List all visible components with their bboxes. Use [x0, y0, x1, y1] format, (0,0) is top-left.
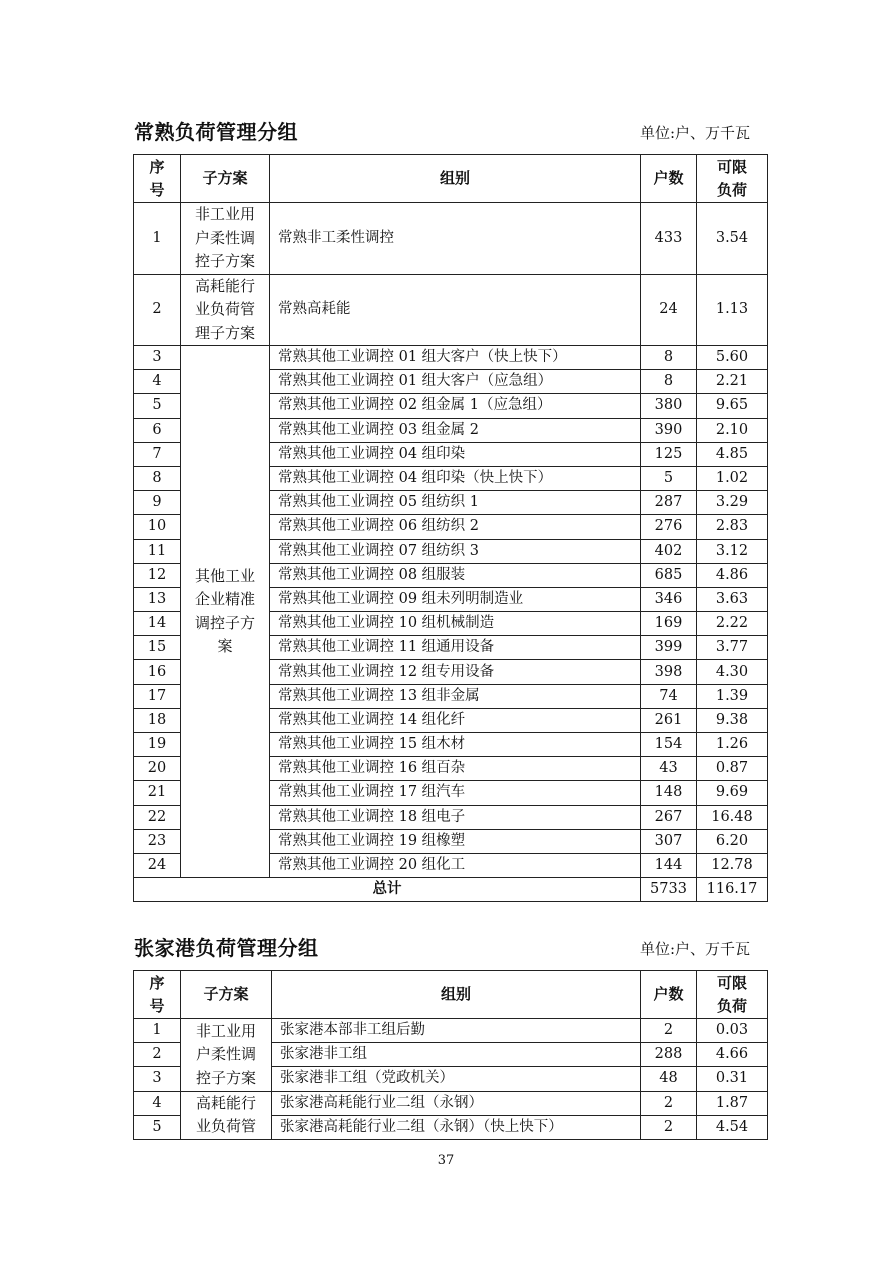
row-households: 276 — [641, 515, 697, 539]
row-group: 常熟其他工业调控 19 组橡塑 — [270, 829, 641, 853]
row-group: 常熟其他工业调控 04 组印染 — [270, 442, 641, 466]
row-limit: 2.10 — [697, 418, 768, 442]
row-scheme: 高耗能行业负荷管 — [181, 1091, 272, 1139]
row-group: 常熟其他工业调控 01 组大客户（应急组） — [270, 370, 641, 394]
zhangjiagang-load-table — [133, 970, 768, 1140]
row-group: 常熟其他工业调控 05 组纺织 1 — [270, 491, 641, 515]
row-group: 张家港高耗能行业二组（永钢）（快上快下） — [272, 1115, 641, 1139]
row-limit: 9.38 — [697, 708, 768, 732]
row-limit: 0.31 — [697, 1067, 768, 1091]
row-limit: 4.66 — [697, 1043, 768, 1067]
row-group: 张家港非工组 — [272, 1043, 641, 1067]
row-group: 常熟其他工业调控 20 组化工 — [270, 853, 641, 877]
changshu-load-table — [133, 154, 768, 902]
row-households: 399 — [641, 636, 697, 660]
table-row — [134, 274, 768, 346]
row-limit: 2.83 — [697, 515, 768, 539]
total-limit: 116.17 — [697, 878, 768, 902]
header-households: 户数 — [641, 971, 697, 1019]
row-scheme: 其他工业企业精准调控子方案 — [181, 346, 270, 878]
header-group: 组别 — [272, 971, 641, 1019]
row-seq: 21 — [134, 781, 181, 805]
row-limit: 1.39 — [697, 684, 768, 708]
table-row — [134, 1091, 768, 1115]
row-limit: 2.21 — [697, 370, 768, 394]
row-households: 2 — [641, 1115, 697, 1139]
section-title: 常熟负荷管理分组 — [134, 120, 298, 144]
table-row — [134, 1019, 768, 1043]
unit-label: 单位:户、万千瓦 — [639, 940, 750, 958]
row-group: 张家港非工组（党政机关） — [272, 1067, 641, 1091]
row-limit: 0.87 — [697, 757, 768, 781]
row-seq: 12 — [134, 563, 181, 587]
row-group: 常熟其他工业调控 03 组金属 2 — [270, 418, 641, 442]
row-limit: 3.77 — [697, 636, 768, 660]
row-seq: 22 — [134, 805, 181, 829]
row-households: 8 — [641, 370, 697, 394]
row-seq: 6 — [134, 418, 181, 442]
row-group: 常熟高耗能 — [270, 274, 641, 346]
row-group: 常熟其他工业调控 01 组大客户（快上快下） — [270, 346, 641, 370]
section-title: 张家港负荷管理分组 — [134, 936, 319, 960]
row-households: 74 — [641, 684, 697, 708]
row-seq: 15 — [134, 636, 181, 660]
header-households: 户数 — [641, 155, 697, 203]
row-households: 398 — [641, 660, 697, 684]
row-seq: 5 — [134, 394, 181, 418]
row-households: 288 — [641, 1043, 697, 1067]
row-seq: 1 — [134, 1019, 181, 1043]
row-households: 2 — [641, 1091, 697, 1115]
row-seq: 24 — [134, 853, 181, 877]
total-households: 5733 — [641, 878, 697, 902]
table-header-row — [134, 971, 768, 1019]
row-households: 261 — [641, 708, 697, 732]
row-seq: 14 — [134, 612, 181, 636]
row-limit: 3.63 — [697, 587, 768, 611]
row-group: 常熟其他工业调控 06 组纺织 2 — [270, 515, 641, 539]
section-header-zhangjiagang — [134, 934, 750, 964]
row-households: 125 — [641, 442, 697, 466]
total-row — [134, 878, 768, 902]
row-limit: 1.26 — [697, 733, 768, 757]
row-group: 常熟其他工业调控 07 组纺织 3 — [270, 539, 641, 563]
row-limit: 3.12 — [697, 539, 768, 563]
table-row — [134, 346, 768, 370]
row-seq: 2 — [134, 274, 181, 346]
row-households: 24 — [641, 274, 697, 346]
header-limit: 可限负荷 — [697, 971, 768, 1019]
row-group: 常熟其他工业调控 16 组百杂 — [270, 757, 641, 781]
row-limit: 1.02 — [697, 466, 768, 490]
row-households: 402 — [641, 539, 697, 563]
row-limit: 4.54 — [697, 1115, 768, 1139]
row-group: 常熟其他工业调控 02 组金属 1（应急组） — [270, 394, 641, 418]
row-group: 常熟其他工业调控 17 组汽车 — [270, 781, 641, 805]
row-group: 常熟其他工业调控 10 组机械制造 — [270, 612, 641, 636]
total-label: 总计 — [134, 878, 641, 902]
header-seq: 序号 — [134, 971, 181, 1019]
row-seq: 3 — [134, 1067, 181, 1091]
row-limit: 3.54 — [697, 203, 768, 275]
row-households: 2 — [641, 1019, 697, 1043]
section-header-changshu — [134, 118, 750, 148]
row-seq: 11 — [134, 539, 181, 563]
header-limit: 可限负荷 — [697, 155, 768, 203]
row-households: 8 — [641, 346, 697, 370]
row-limit: 9.69 — [697, 781, 768, 805]
row-group: 常熟其他工业调控 08 组服装 — [270, 563, 641, 587]
row-households: 169 — [641, 612, 697, 636]
row-households: 287 — [641, 491, 697, 515]
row-households: 48 — [641, 1067, 697, 1091]
row-group: 张家港本部非工组后勤 — [272, 1019, 641, 1043]
row-limit: 1.13 — [697, 274, 768, 346]
row-seq: 18 — [134, 708, 181, 732]
row-households: 5 — [641, 466, 697, 490]
header-group: 组别 — [270, 155, 641, 203]
row-group: 常熟其他工业调控 18 组电子 — [270, 805, 641, 829]
row-group: 常熟其他工业调控 09 组未列明制造业 — [270, 587, 641, 611]
table-row — [134, 203, 768, 275]
row-limit: 6.20 — [697, 829, 768, 853]
row-seq: 4 — [134, 1091, 181, 1115]
row-households: 148 — [641, 781, 697, 805]
row-group: 常熟其他工业调控 11 组通用设备 — [270, 636, 641, 660]
row-seq: 10 — [134, 515, 181, 539]
row-limit: 3.29 — [697, 491, 768, 515]
row-seq: 20 — [134, 757, 181, 781]
row-seq: 19 — [134, 733, 181, 757]
row-limit: 1.87 — [697, 1091, 768, 1115]
row-group: 常熟非工柔性调控 — [270, 203, 641, 275]
header-scheme: 子方案 — [181, 971, 272, 1019]
row-limit: 4.30 — [697, 660, 768, 684]
row-limit: 4.85 — [697, 442, 768, 466]
unit-label: 单位:户、万千瓦 — [639, 124, 750, 142]
row-group: 常熟其他工业调控 12 组专用设备 — [270, 660, 641, 684]
row-households: 433 — [641, 203, 697, 275]
row-seq: 1 — [134, 203, 181, 275]
row-scheme: 非工业用户柔性调控子方案 — [181, 203, 270, 275]
table-header-row — [134, 155, 768, 203]
row-households: 307 — [641, 829, 697, 853]
row-households: 43 — [641, 757, 697, 781]
header-seq: 序号 — [134, 155, 181, 203]
row-households: 144 — [641, 853, 697, 877]
row-households: 380 — [641, 394, 697, 418]
row-seq: 23 — [134, 829, 181, 853]
row-seq: 17 — [134, 684, 181, 708]
row-limit: 12.78 — [697, 853, 768, 877]
row-households: 390 — [641, 418, 697, 442]
page-number: 37 — [437, 1153, 455, 1168]
row-seq: 3 — [134, 346, 181, 370]
row-limit: 16.48 — [697, 805, 768, 829]
row-seq: 13 — [134, 587, 181, 611]
row-seq: 16 — [134, 660, 181, 684]
row-group: 张家港高耗能行业二组（永钢） — [272, 1091, 641, 1115]
row-group: 常熟其他工业调控 15 组木材 — [270, 733, 641, 757]
row-limit: 9.65 — [697, 394, 768, 418]
row-group: 常熟其他工业调控 14 组化纤 — [270, 708, 641, 732]
row-limit: 2.22 — [697, 612, 768, 636]
row-seq: 4 — [134, 370, 181, 394]
row-households: 346 — [641, 587, 697, 611]
row-scheme: 非工业用户柔性调控子方案 — [181, 1019, 272, 1092]
header-scheme: 子方案 — [181, 155, 270, 203]
row-limit: 4.86 — [697, 563, 768, 587]
row-scheme: 高耗能行业负荷管理子方案 — [181, 274, 270, 346]
row-group: 常熟其他工业调控 04 组印染（快上快下） — [270, 466, 641, 490]
row-households: 685 — [641, 563, 697, 587]
row-seq: 7 — [134, 442, 181, 466]
row-limit: 5.60 — [697, 346, 768, 370]
row-group: 常熟其他工业调控 13 组非金属 — [270, 684, 641, 708]
row-seq: 5 — [134, 1115, 181, 1139]
row-seq: 2 — [134, 1043, 181, 1067]
row-limit: 0.03 — [697, 1019, 768, 1043]
row-seq: 8 — [134, 466, 181, 490]
row-households: 267 — [641, 805, 697, 829]
row-seq: 9 — [134, 491, 181, 515]
row-households: 154 — [641, 733, 697, 757]
